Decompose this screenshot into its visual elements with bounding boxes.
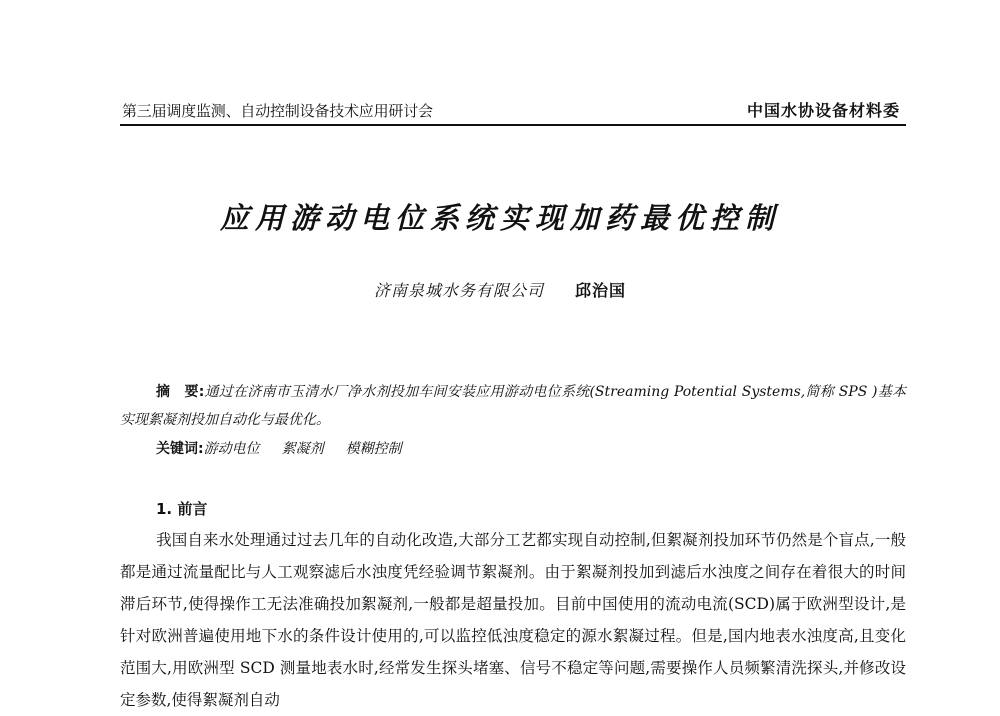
keywords (156, 436, 424, 462)
running-header (120, 98, 906, 126)
abstract (120, 378, 906, 434)
body-paragraph: 我国自来水处理通过过去几年的自动化改造,大部分工艺都实现自动控制,但絮凝剂投加环节仍然是个盲点,一般都是通过流量配比与人工观察滤后水浊度凭经验调节絮凝剂。由于絮凝剂投加到滤后水浊度之间存在着很大的时间滞后环节,使得操作工无法准确投加絮凝剂,一般都是超量投加。目前中国使用的流动电流(SCD)属于欧洲型设计,是针对欧洲普遍使用地下水的条件设计使用的,可以监控低浊度稳定的源水絮凝过程。但是,国内地表水浊度高,且变化范围大,用欧洲型 SCD 测量地表水时,经常发生探头堵塞、信号不稳定等问题,需要操作人员频繁清洗探头,并修改设定参数,使得絮凝剂自动 (120, 531, 906, 709)
keywords-label: 关键词: (156, 441, 204, 457)
section-body (120, 524, 906, 716)
abstract-label: 摘 要: (156, 384, 205, 400)
conference-name: 第三届调度监测、自动控制设备技术应用研讨会 (122, 102, 433, 120)
affiliation: 济南泉城水务有限公司 (373, 281, 544, 300)
keyword-item: 絮凝剂 (281, 441, 324, 457)
author-name: 邱治国 (575, 281, 627, 300)
committee-name: 中国水协设备材料委 (746, 101, 900, 120)
author-line (0, 278, 1000, 301)
paper-title: 应用游动电位系统实现加药最优控制 (219, 201, 780, 235)
keyword-item: 游动电位 (203, 441, 260, 457)
section-heading: 1. 前言 (156, 500, 208, 518)
keyword-item: 模糊控制 (345, 441, 402, 457)
abstract-text: 通过在济南市玉清水厂净水剂投加车间安装应用游动电位系统(Streaming Potential Systems,简称 SPS )基本实现絮凝剂投加自动化与最优化。 (120, 384, 906, 428)
